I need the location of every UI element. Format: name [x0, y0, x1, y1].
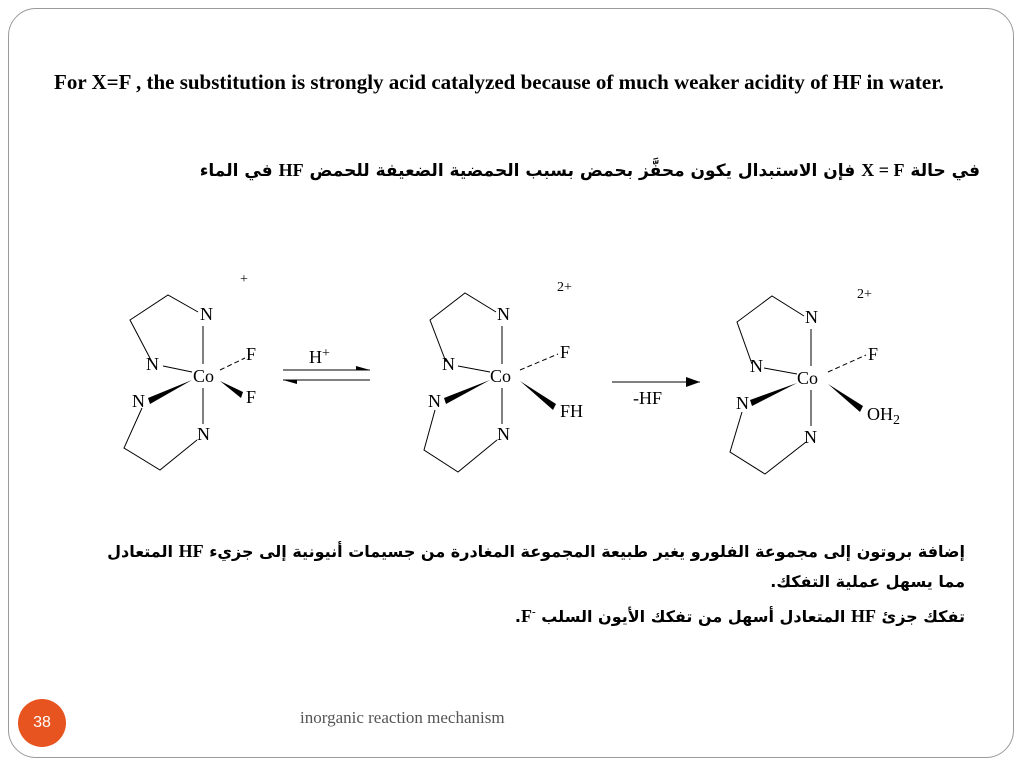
formula-hf: HF	[178, 541, 204, 561]
atom-n: N	[805, 307, 818, 327]
period: .	[514, 607, 521, 626]
complex-2	[424, 280, 583, 472]
arabic-line-3	[40, 597, 965, 632]
atom-n: N	[736, 393, 749, 413]
footer-text: inorganic reaction mechanism	[300, 708, 505, 727]
ligand-oh2: $OH_2$	[867, 404, 900, 428]
arabic-text: فإن الاستبدال يكون محفَّز بحمض بسبب الحمضية الضعيفة للحمض	[309, 161, 856, 181]
arabic-text: في حالة	[910, 161, 980, 181]
charge-label: 2+	[557, 280, 572, 295]
atom-n: N	[497, 424, 510, 444]
forward-arrow	[612, 377, 700, 408]
ligand-fh: FH	[560, 401, 584, 421]
atom-co: Co	[193, 366, 215, 386]
equilibrium-arrow	[283, 346, 370, 384]
atom-n: N	[497, 304, 510, 324]
page-number-badge: 38	[18, 699, 66, 747]
arrow-label-minus-hf: -HF	[633, 388, 663, 408]
charge-label: 2+	[857, 287, 872, 302]
arabic-text: المتعادل أسهل من تفكك الأيون السلب	[541, 607, 846, 626]
atom-co: Co	[797, 368, 819, 388]
formula-hf: HF	[850, 606, 876, 626]
complex-1	[124, 272, 256, 470]
atom-n: N	[442, 354, 455, 374]
atom-n: N	[132, 391, 145, 411]
atom-n: N	[750, 356, 763, 376]
arabic-text: المتعادل	[107, 542, 174, 561]
formula-hf: HF	[278, 160, 304, 180]
ligand-f: F	[560, 342, 571, 362]
arabic-line-1	[40, 536, 965, 567]
arabic-line-2: مما يسهل عملية التفكك.	[770, 572, 965, 591]
arrow-label-h: H+	[309, 346, 330, 367]
arabic-explanation	[40, 536, 965, 632]
fluoride-charge: -	[531, 606, 536, 618]
arabic-text: إضافة بروتون إلى مجموعة الفلورو يغير طبيعة المجموعة المغادرة من جسيمات أنيونية إلى جزيء	[209, 542, 965, 561]
ligand-f: F	[246, 344, 257, 364]
atom-n: N	[197, 424, 210, 444]
fluoride-ion	[521, 606, 536, 626]
arabic-text: تفكك جزئ	[881, 607, 965, 626]
fluoride-symbol: F	[520, 606, 532, 626]
atom-n: N	[804, 427, 817, 447]
charge-label: +	[240, 272, 248, 287]
atom-n: N	[146, 354, 159, 374]
atom-co: Co	[490, 366, 512, 386]
english-title: For X=F , the substitution is strongly acid catalyzed because of much weaker acidity of HF in water.	[54, 70, 944, 94]
arabic-text: في الماء	[199, 161, 273, 181]
complex-3	[730, 287, 900, 474]
atom-n: N	[428, 391, 441, 411]
ligand-f: F	[246, 387, 257, 407]
formula-x-eq-f: X = F	[861, 160, 905, 180]
ligand-f: F	[868, 344, 879, 364]
atom-n: N	[200, 304, 213, 324]
